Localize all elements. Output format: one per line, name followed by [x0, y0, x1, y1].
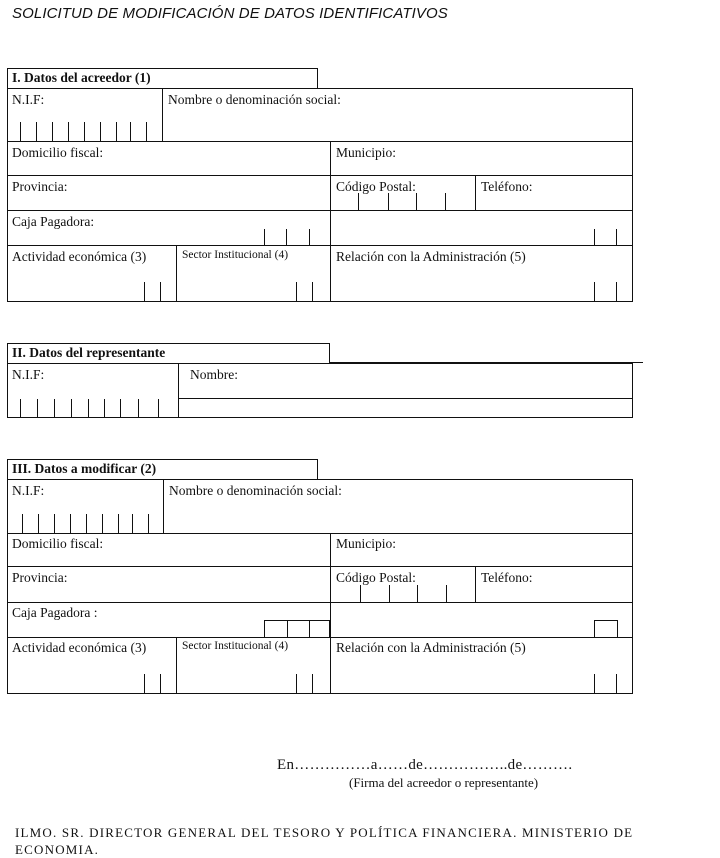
s1-sector-label: Sector Institucional (4) [182, 249, 289, 261]
section-3-heading: III. Datos a modificar (2) [7, 459, 318, 480]
s1-municipio-label: Municipio: [336, 145, 396, 160]
s1-relacion-input[interactable] [594, 282, 618, 302]
s1-sector-input[interactable] [296, 282, 314, 302]
s1-telefono-label: Teléfono: [481, 179, 533, 194]
signature-caption: (Firma del acreedor o representante) [349, 775, 539, 790]
s3-telefono-label: Teléfono: [481, 570, 533, 585]
s1-relacion-label: Relación con la Administración (5) [336, 249, 526, 264]
s3-caja-input[interactable] [264, 620, 330, 638]
s2-nombre-label: Nombre: [190, 367, 238, 382]
form-title: SOLICITUD DE MODIFICACIÓN DE DATOS IDENTIFICATIVOS [12, 5, 448, 22]
s3-municipio-label: Municipio: [336, 536, 396, 551]
s3-relacion-input[interactable] [594, 674, 618, 694]
section-1-table [7, 88, 633, 302]
s3-codigo-postal-input[interactable] [360, 585, 450, 602]
s3-nombre-label: Nombre o denominación social: [169, 483, 342, 498]
s1-nif-input[interactable] [20, 122, 150, 141]
s1-nombre-label: Nombre o denominación social: [168, 92, 341, 107]
s1-caja-label: Caja Pagadora: [12, 214, 95, 229]
s1-domicilio-label: Domicilio fiscal: [12, 145, 104, 160]
signature-place-date[interactable]: En……………a……de……………..de………. [277, 757, 573, 773]
s3-actividad-input[interactable] [144, 674, 162, 694]
s1-actividad-input[interactable] [144, 282, 162, 302]
footer-addressee-line2: ECONOMIA. [15, 842, 100, 857]
s3-domicilio-label: Domicilio fiscal: [12, 536, 104, 551]
section-3-table [7, 479, 633, 694]
s1-provincia-label: Provincia: [12, 179, 68, 194]
s3-caja-code-input[interactable] [594, 620, 618, 638]
s3-nif-input[interactable] [22, 514, 152, 533]
s1-actividad-label: Actividad económica (3) [12, 249, 147, 264]
s1-codigo-postal-label: Código Postal: [336, 179, 416, 194]
s3-sector-label: Sector Institucional (4) [182, 640, 289, 652]
s3-nif-label: N.I.F: [12, 483, 45, 498]
s3-sector-input[interactable] [296, 674, 314, 694]
s2-nif-input[interactable] [20, 399, 160, 418]
section-1-heading: I. Datos del acreedor (1) [7, 68, 318, 89]
s1-caja-code-input[interactable] [594, 229, 618, 245]
s3-actividad-label: Actividad económica (3) [12, 640, 147, 655]
s1-nif-label: N.I.F: [12, 92, 45, 107]
section-2-heading: II. Datos del representante [7, 343, 330, 364]
footer-addressee-line1: ILMO. SR. DIRECTOR GENERAL DEL TESORO Y POLÍTICA FINANCIERA. MINISTERIO DE [15, 825, 634, 840]
s3-codigo-postal-label: Código Postal: [336, 570, 416, 585]
s3-caja-label: Caja Pagadora : [12, 605, 98, 620]
s1-codigo-postal-input[interactable] [358, 193, 448, 210]
s3-provincia-label: Provincia: [12, 570, 68, 585]
s2-nombre-input[interactable] [179, 399, 632, 417]
s3-relacion-label: Relación con la Administración (5) [336, 640, 526, 655]
s2-nif-label: N.I.F: [12, 367, 45, 382]
s1-caja-input[interactable] [264, 229, 310, 245]
